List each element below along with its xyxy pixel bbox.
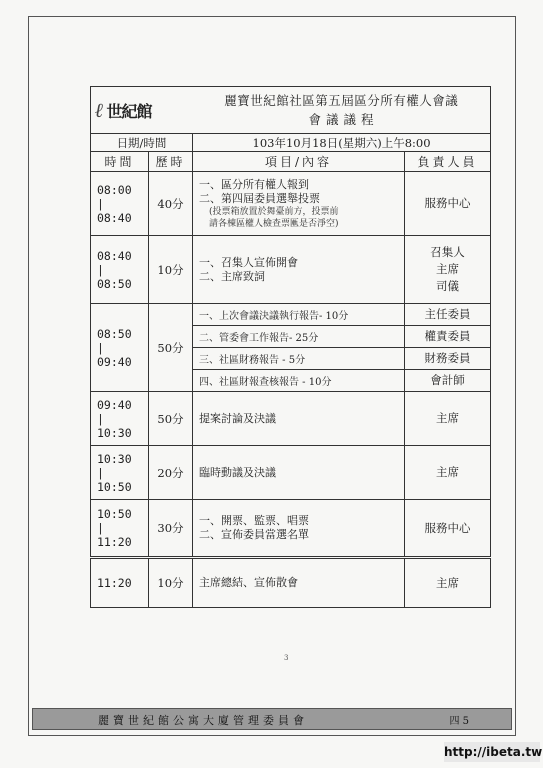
page-number: 3 [284, 654, 289, 662]
owner-line: 主席 [436, 262, 459, 276]
table-row [91, 500, 491, 558]
date-row [91, 134, 491, 152]
title-row [91, 87, 491, 134]
duration: 20分 [149, 446, 193, 500]
start-time: 10:50 [97, 507, 132, 521]
time-range [91, 172, 149, 236]
duration: 10分 [149, 558, 193, 608]
duration: 30分 [149, 500, 193, 558]
end-time: 10:50 [97, 479, 132, 494]
col-owner: 負責人員 [405, 152, 491, 172]
agenda-item: 主席總結、宣佈散會 [193, 558, 405, 608]
watermark-url: http://ibeta.tw [444, 742, 540, 762]
table-row [91, 446, 491, 500]
duration: 10分 [149, 236, 193, 304]
item-note: (投票箱放置於舞臺前方，投票前 [209, 206, 339, 217]
col-item: 項目/內容 [193, 152, 405, 172]
owner: 財務委員 [405, 348, 491, 370]
agenda-item [193, 236, 405, 304]
sub-item: 二、管委會工作報告- 25分 [193, 326, 405, 348]
logo-text: 世紀館 [106, 101, 152, 121]
time-separator: | [97, 262, 104, 277]
duration: 50分 [149, 304, 193, 392]
time-separator: | [97, 340, 104, 355]
item-note: 請各棟區權人檢查票匭是否淨空) [209, 218, 339, 229]
header-row [91, 152, 491, 172]
time-range [91, 392, 149, 446]
logo-mark: ℓ [95, 97, 104, 122]
item-line: 二、第四屆委員選舉投票 [199, 191, 320, 205]
time-range [91, 304, 149, 392]
document-title [193, 87, 491, 134]
start-time: 08:50 [97, 326, 132, 341]
sub-item: 四、社區財報查核報告 - 10分 [193, 370, 405, 392]
start-time: 11:20 [91, 558, 149, 608]
owner: 權責委員 [405, 326, 491, 348]
date-value: 103年10月18日(星期六)上午8:00 [193, 134, 491, 152]
duration: 40分 [149, 172, 193, 236]
footer-bar [32, 708, 512, 730]
duration: 50分 [149, 392, 193, 446]
item-line: 一、召集人宣佈開會 [199, 255, 298, 269]
agenda-item [193, 500, 405, 558]
end-time: 11:20 [97, 535, 132, 549]
sub-item: 三、社區財務報告 - 5分 [193, 348, 405, 370]
start-time: 08:40 [97, 248, 132, 263]
owner: 服務中心 [405, 500, 491, 558]
table-row [91, 558, 491, 608]
item-line: 二、主席致詞 [199, 269, 265, 283]
end-time: 10:30 [97, 425, 132, 440]
end-time: 08:50 [97, 276, 132, 291]
agenda-item: 提案討論及決議 [193, 392, 405, 446]
owner: 主席 [405, 558, 491, 608]
footer-page: 四 5 [449, 716, 469, 727]
table-row [91, 304, 491, 326]
agenda-item [193, 172, 405, 236]
owner [405, 236, 491, 304]
time-separator: | [97, 411, 104, 426]
owner-line: 司儀 [436, 279, 459, 293]
owner: 主席 [405, 392, 491, 446]
owner: 主任委員 [405, 304, 491, 326]
time-separator: | [97, 196, 104, 211]
col-time: 時間 [91, 152, 149, 172]
start-time: 08:00 [97, 182, 132, 197]
agenda-item: 臨時動議及決議 [193, 446, 405, 500]
col-duration: 歷時 [149, 152, 193, 172]
owner: 會計師 [405, 370, 491, 392]
table-row [91, 172, 491, 236]
sub-item: 一、上次會議決議執行報告- 10分 [193, 304, 405, 326]
time-range [91, 236, 149, 304]
footer-title: 麗寶世紀館公寓大廈管理委員會 [98, 714, 308, 727]
time-range [91, 500, 149, 558]
meeting-title: 麗寶世紀館社區第五屆區分所有權人會議 [224, 93, 459, 108]
table-row [91, 392, 491, 446]
end-time: 09:40 [97, 354, 132, 369]
item-line: 一、開票、監票、唱票 [199, 514, 309, 527]
time-separator: | [97, 465, 104, 480]
owner-line: 召集人 [430, 245, 465, 259]
agenda-table [90, 86, 491, 608]
time-range [91, 446, 149, 500]
date-label: 日期/時間 [91, 134, 193, 152]
start-time: 10:30 [97, 451, 132, 466]
owner: 主席 [405, 446, 491, 500]
logo [91, 87, 193, 134]
table-row [91, 236, 491, 304]
item-line: 二、宣佈委員當選名單 [199, 528, 309, 541]
end-time: 08:40 [97, 210, 132, 225]
item-line: 一、區分所有權人報到 [199, 177, 309, 191]
time-separator: | [97, 521, 104, 535]
start-time: 09:40 [97, 397, 132, 412]
owner: 服務中心 [405, 172, 491, 236]
agenda-title: 會 議 議 程 [308, 112, 374, 127]
